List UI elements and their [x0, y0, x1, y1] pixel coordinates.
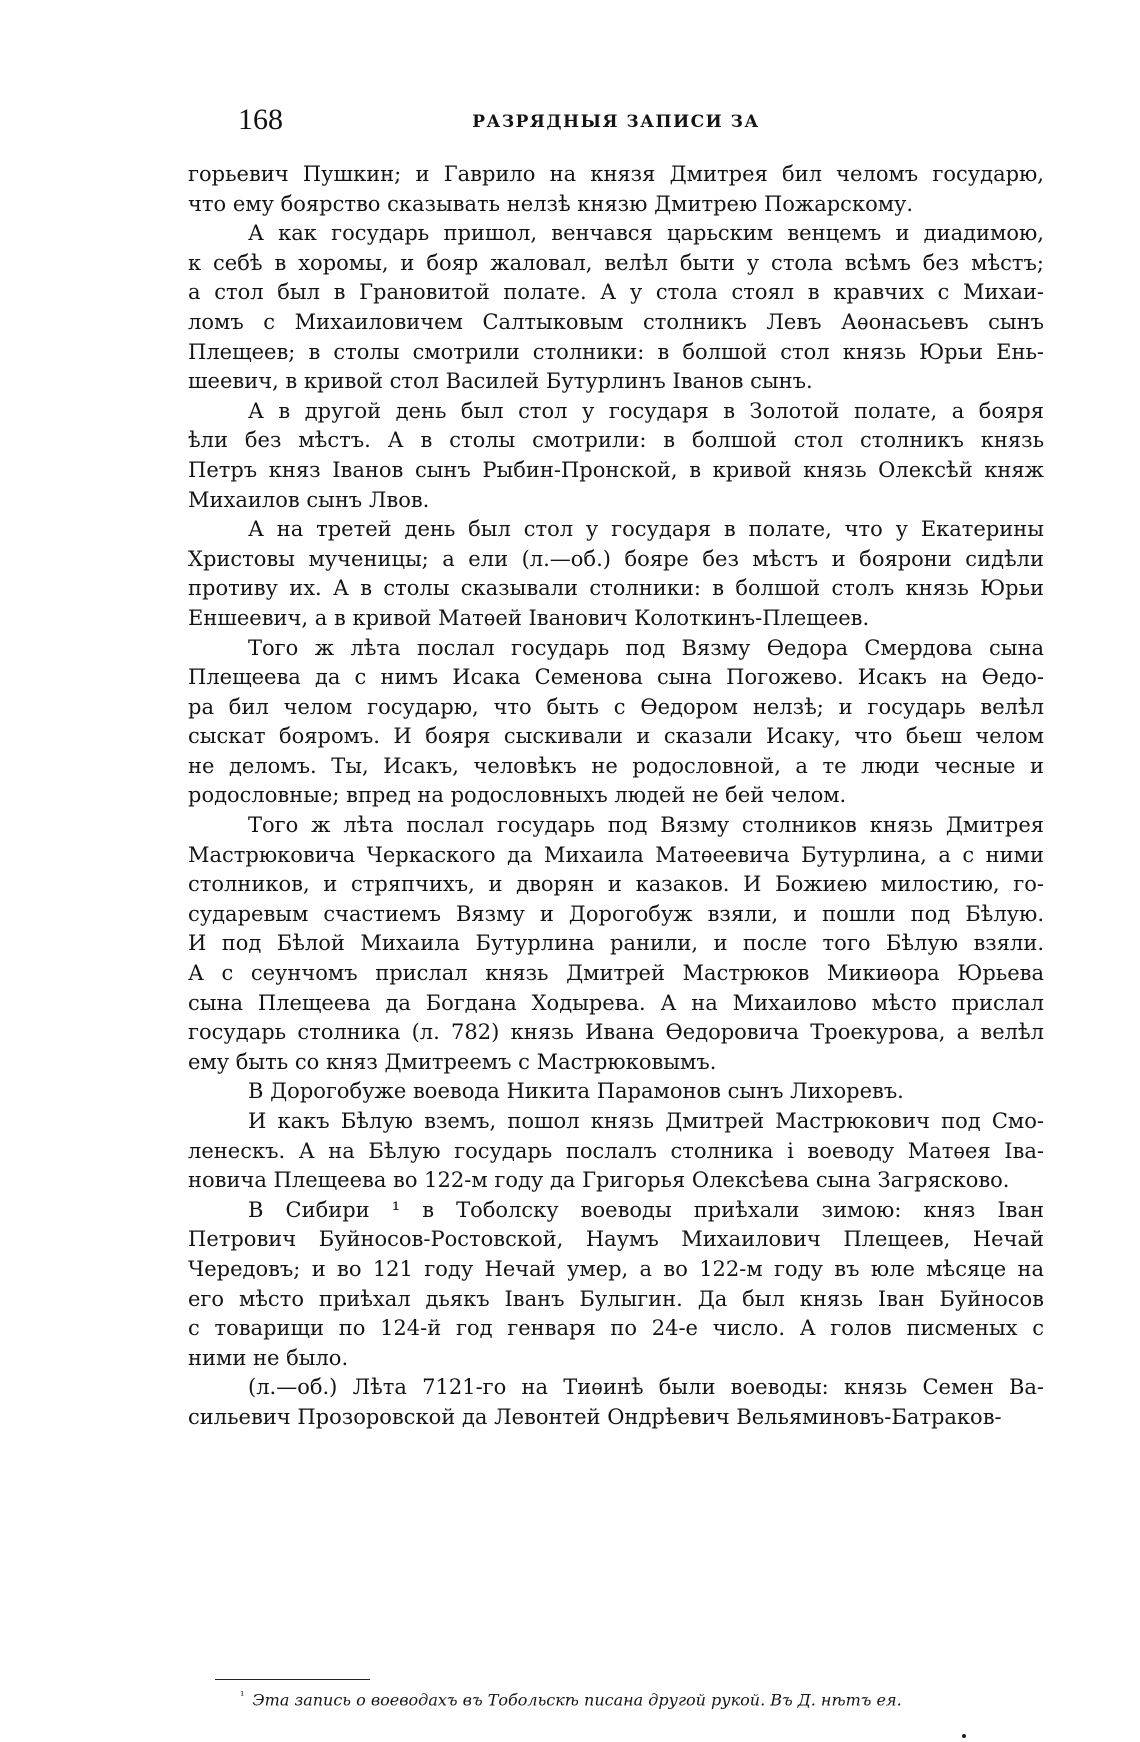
text-line: В Дорогобуже воевода Никита Парамонов сынъ Лихоревъ. [248, 1079, 904, 1104]
text-line: А с сеунчомъ прислал князь Дмитрей Мастрюков Микиѳора Юрьева [188, 961, 1044, 986]
text-line: сыскат бояромъ. И бояря сыскивали и сказали Исаку, что бьеш челом [188, 724, 1044, 749]
text-line: Михаилов сынъ Лвов. [188, 487, 430, 512]
running-head: РАЗРЯДНЫЯ ЗАПИСИ ЗА [472, 112, 760, 132]
text-line: Петръ княз Іванов сынъ Рыбин-Пронской, в кривой князь Олексѣй княж [188, 457, 1044, 482]
text-line: Того ж лѣта послал государь под Вязму Ѳедора Смердова сына [248, 635, 1044, 660]
text-line: а стол был в Грановитой полате. А у стола стоял в кравчих с Михаи- [188, 280, 1044, 305]
text-line: что ему боярство сказывать нелзѣ князю Дмитрею Пожарскому. [188, 191, 914, 216]
paragraph [188, 1373, 1044, 1432]
text-line: к себѣ в хоромы, и бояр жаловал, велѣл быти у стола всѣмъ без мѣстъ; [188, 250, 1044, 275]
footnote-mark: ¹ [240, 1689, 245, 1702]
text-line: сильевич Прозоровской да Левонтей Ондрѣевич Вельяминовъ-Батраков- [188, 1404, 1002, 1429]
page-header [188, 100, 1044, 140]
text-line: Того ж лѣта послал государь под Вязму столников князь Дмитрея [248, 813, 1044, 838]
text-line: столников, и стряпчихъ, и дворян и казаков. И Божиею милостию, го- [188, 872, 1044, 897]
text-line: Мастрюковича Черкаского да Михаила Матѳеевича Бутурлина, а с ними [188, 842, 1044, 867]
footnote-text: Эта запись о воеводахъ въ Тобольскѣ писана другой рукой. Въ Д. нѣтъ ея. [252, 1690, 902, 1710]
stray-ink-dot [962, 1734, 966, 1738]
text-line: ѣли без мѣстъ. А в столы смотрили: в болшой стол столникъ князь [188, 428, 1044, 453]
text-line: сына Плещеева да Богдана Ходырева. А на Михаилово мѣсто прислал [188, 990, 1044, 1015]
body-text [188, 160, 1044, 1433]
paragraph [188, 634, 1044, 812]
text-line: И какъ Бѣлую вземъ, пошол князь Дмитрей Мастрюкович под Смо- [248, 1109, 1044, 1133]
footnote [240, 1684, 902, 1712]
paragraph [188, 1107, 1044, 1196]
text-line: (л.—об.) Лѣта 7121-го на Тиѳинѣ были воеводы: князь Семен Ва- [248, 1375, 1044, 1400]
paragraph [188, 1196, 1044, 1374]
text-line: ему быть со княз Дмитреемъ с Мастрюковымъ. [188, 1049, 717, 1074]
text-line: Петрович Буйносов-Ростовской, Наумъ Михаилович Плещеев, Нечай [188, 1227, 1044, 1252]
text-line: шеевич, в кривой стол Василей Бутурлинъ Іванов сынъ. [188, 369, 813, 394]
text-line: Еншеевич, а в кривой Матѳей Іванович Колоткинъ-Плещеев. [188, 605, 870, 630]
page-number: 168 [238, 103, 283, 136]
text-line: Чередовъ; и во 121 году Нечай умер, а во 122-м году въ юле мѣсяце на [188, 1256, 1044, 1281]
paragraph [188, 397, 1044, 515]
paragraph [188, 160, 1044, 219]
text-line: не деломъ. Ты, Исакъ, человѣкъ не родословной, а те люди чесные и [188, 753, 1044, 778]
text-line: государь столника (л. 782) князь Ивана Ѳедоровича Троекурова, а велѣл [188, 1020, 1044, 1045]
text-line: ломъ с Михаиловичем Салтыковым столникъ Левъ Аѳонасьевъ сынъ [188, 309, 1044, 334]
text-line: Плещеева да с нимъ Исака Семенова сына Погожево. Исакъ на Ѳедо- [188, 665, 1044, 690]
text-line: ра бил челом государю, что быть с Ѳедором нелзѣ; и государь велѣл [188, 694, 1044, 719]
text-line: И под Бѣлой Михаила Бутурлина ранили, и после того Бѣлую взяли. [188, 931, 1044, 956]
text-line: А как государь пришол, венчався царьским венцемъ и диадимою, [248, 221, 1044, 246]
text-line: с товарищи по 124-й год генваря по 24-е число. А голов писменых с [188, 1316, 1044, 1341]
footnote-separator [215, 1679, 370, 1680]
paragraph [188, 219, 1044, 397]
text-line: А на третей день был стол у государя в полате, что у Екатерины [248, 517, 1044, 542]
text-line: родословные; впред на родословныхъ людей не бей челом. [188, 783, 847, 808]
text-line: новича Плещеева во 122-м году да Григорья Олексѣева сына Загрясково. [188, 1168, 1010, 1193]
text-line: горьевич Пушкин; и Гаврило на князя Дмитрея бил челомъ государю, [188, 162, 1044, 186]
text-line: В Сибири ¹ в Тоболску воеводы приѣхали зимою: княз Іван [248, 1197, 1044, 1222]
text-line: ленескъ. А на Бѣлую государь послалъ столника і воеводу Матѳея Іва- [188, 1138, 1044, 1163]
text-line: противу их. А в столы сказывали столники: в болшой столъ князь Юрьи [188, 576, 1044, 601]
text-line: Плещеев; в столы смотрили столники: в болшой стол князь Юрьи Ень- [188, 339, 1044, 364]
paragraph [188, 811, 1044, 1077]
text-line: сударевым счастиемъ Вязму и Дорогобуж взяли, и пошли под Бѣлую. [188, 901, 1044, 926]
paragraph [188, 515, 1044, 633]
text-line: Христовы мученицы; а ели (л.—об.) бояре без мѣстъ и боярони сидѣли [188, 546, 1044, 571]
paragraph [188, 1077, 1044, 1107]
text-line: ними не было. [188, 1345, 349, 1370]
text-line: его мѣсто приѣхал дьякъ Іванъ Булыгин. Да был князь Іван Буйносов [188, 1286, 1044, 1311]
text-line: А в другой день был стол у государя в Золотой полате, а бояря [248, 398, 1044, 423]
